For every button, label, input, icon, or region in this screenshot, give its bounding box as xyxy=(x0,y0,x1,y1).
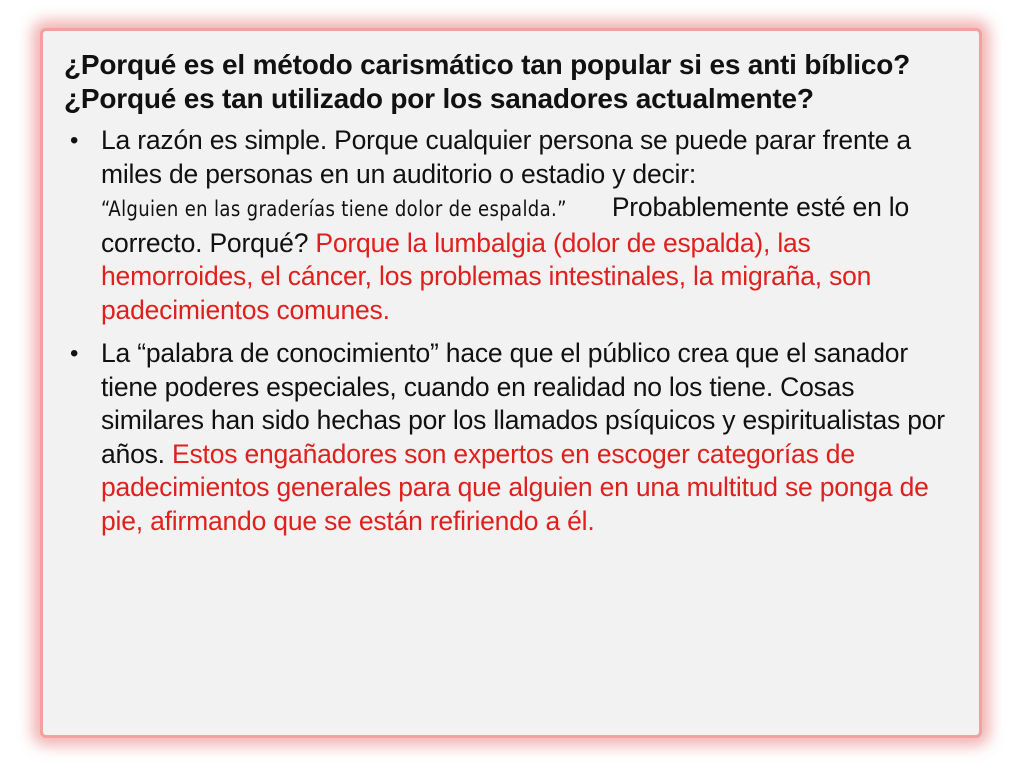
bullet-1-highlight: Porque la lumbalgia (dolor de espalda), las hemorroides, el cáncer, los problemas intestinales, la migraña, son padecimientos comunes. xyxy=(101,227,872,325)
bullet-list xyxy=(64,124,956,538)
bullet-1-intro: La razón es simple. Porque cualquier persona se puede parar frente a miles de personas en un auditorio o estadio y decir: xyxy=(101,125,911,189)
slide-title: ¿Porqué es el método carismático tan popular si es anti bíblico? ¿Porqué es tan utilizado por los sanadores actualmente? xyxy=(64,49,911,114)
bullet-1-quote: “Alguien en las graderías tiene dolor de espalda.” xyxy=(101,197,567,221)
content-panel xyxy=(52,38,970,728)
bullet-1-after-quote: Probablemente esté en lo correcto. Porqué? xyxy=(101,192,910,258)
bullet-marker: • xyxy=(70,127,79,154)
bullet-item-1 xyxy=(64,124,956,327)
bullet-2-highlight: Estos engañadores son expertos en escoger categorías de padecimientos generales para que alguien en una multitud se ponga de pie, afirmando que se están refiriendo a él. xyxy=(101,438,929,536)
bullet-item-2 xyxy=(64,337,956,538)
bullet-2-text: La “palabra de conocimiento” hace que el público crea que el sanador tiene poderes especiales, cuando en realidad no los tiene. Cosas similares han sido hechas por los llamados psíquicos y espiritualistas por años. xyxy=(101,338,945,469)
bullet-marker: • xyxy=(70,340,79,367)
